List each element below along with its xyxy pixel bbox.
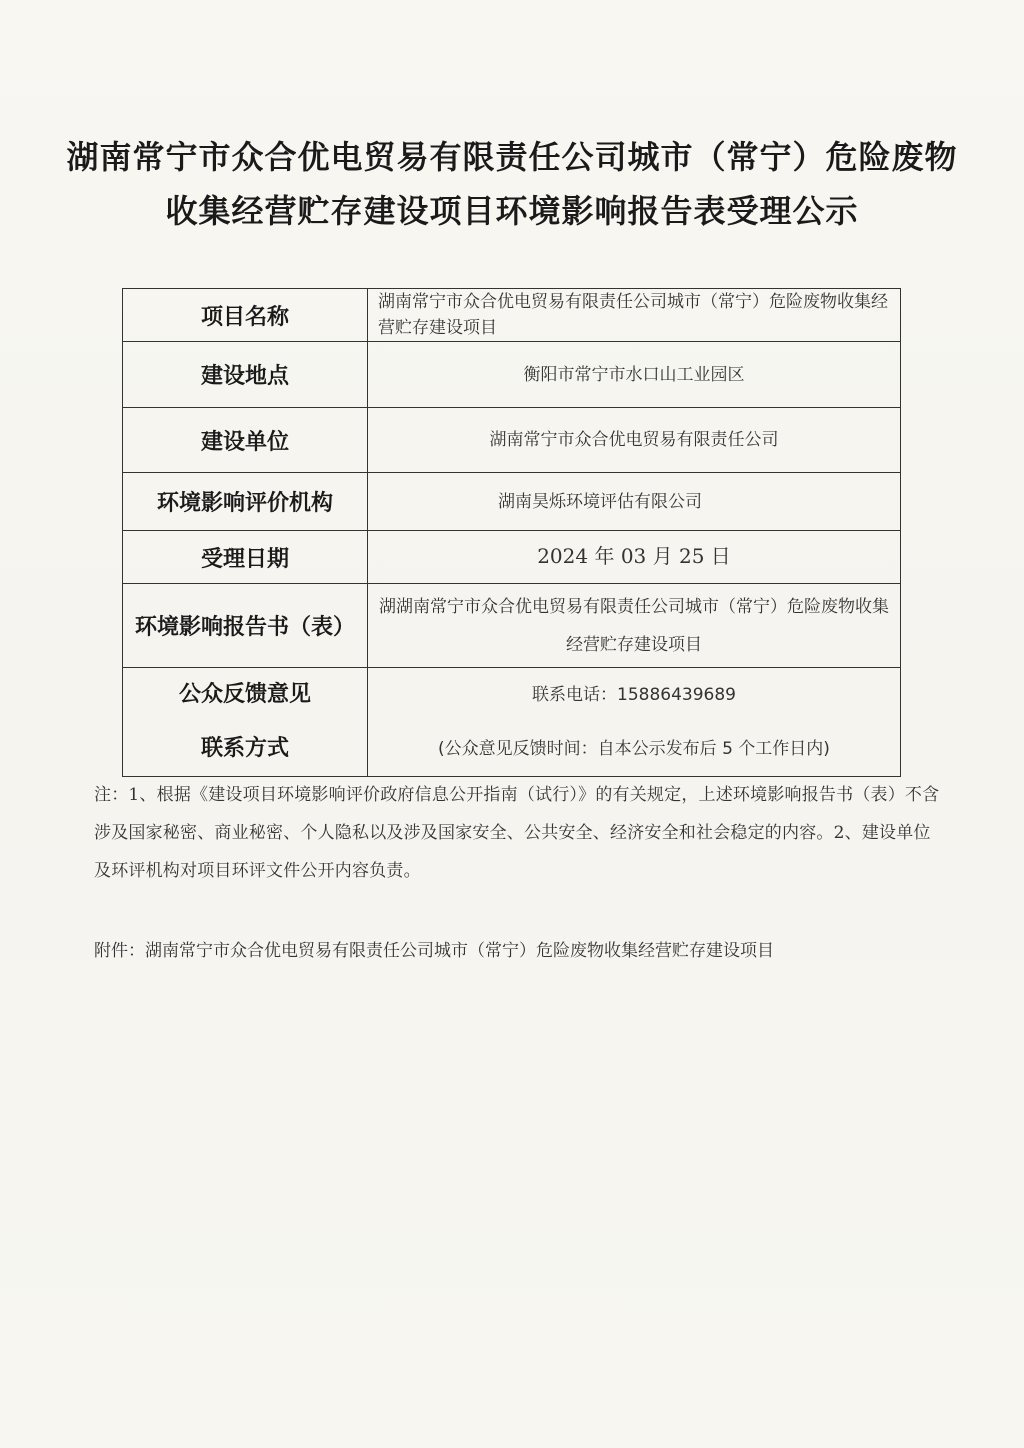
table-row — [123, 342, 901, 408]
feedback-phone: 联系电话：15886439689 — [532, 685, 736, 705]
feedback-label-line-1: 公众反馈意见 — [178, 682, 311, 707]
row-value-feedback — [368, 668, 901, 777]
row-label-project-name: 项目名称 — [123, 289, 368, 342]
row-label-acceptance-date: 受理日期 — [123, 531, 368, 584]
project-info-table — [122, 288, 901, 777]
table-row — [123, 584, 901, 668]
legal-note: 注：1、根据《建设项目环境影响评价政府信息公开指南（试行）》的有关规定，上述环境影响报告书（表）不含涉及国家秘密、商业秘密、个人隐私以及涉及国家安全、公共安全、经济安全和社会稳定的内容。2、建设单位及环评机构对项目环评文件公开内容负责。 — [94, 785, 940, 881]
table-row — [123, 408, 901, 473]
row-label-builder: 建设单位 — [123, 408, 368, 473]
row-value-location: 衡阳市常宁市水口山工业园区 — [368, 342, 901, 408]
acceptance-date: 2024 年 03 月 25 日 — [537, 544, 731, 568]
row-label-location: 建设地点 — [123, 342, 368, 408]
table-row — [123, 473, 901, 531]
table-row — [123, 668, 901, 777]
document-title-line-2: 收集经营贮存建设项目环境影响报告表受理公示 — [165, 192, 859, 230]
row-value-builder: 湖南常宁市众合优电贸易有限责任公司 — [368, 408, 901, 473]
attachment-line: 附件：湖南常宁市众合优电贸易有限责任公司城市（常宁）危险废物收集经营贮存建设项目 — [94, 941, 774, 961]
row-value-eia-agency: 湖南昊烁环境评估有限公司 — [368, 473, 901, 531]
row-value-project-name: 湖南常宁市众合优电贸易有限责任公司城市（常宁）危险废物收集经营贮存建设项目 — [368, 289, 901, 342]
row-value-acceptance-date — [368, 531, 901, 584]
feedback-label-line-2: 联系方式 — [200, 736, 289, 761]
table-row — [123, 531, 901, 584]
table-row — [123, 289, 901, 342]
row-label-eia-agency: 环境影响评价机构 — [123, 473, 368, 531]
row-value-eia-report: 湖湖南常宁市众合优电贸易有限责任公司城市（常宁）危险废物收集经营贮存建设项目 — [368, 584, 901, 668]
feedback-period: (公众意见反馈时间：自本公示发布后 5 个工作日内) — [438, 739, 830, 759]
row-label-eia-report: 环境影响报告书（表） — [123, 584, 368, 668]
document-title-line-1: 湖南常宁市众合优电贸易有限责任公司城市（常宁）危险废物 — [66, 138, 958, 176]
row-label-feedback — [123, 668, 368, 777]
